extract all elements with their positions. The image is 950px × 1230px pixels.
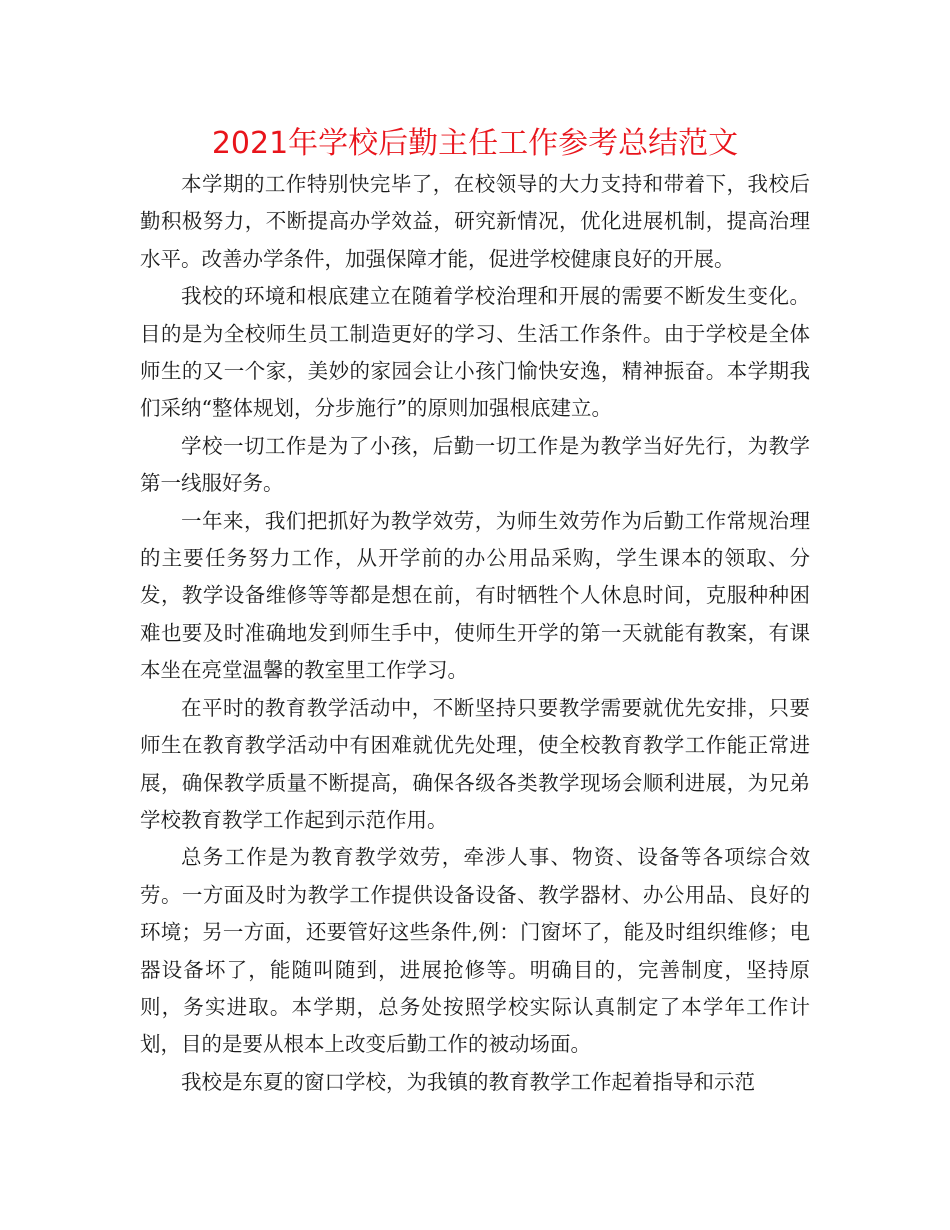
- paragraph: 一年来，我们把抓好为教学效劳，为师生效劳作为后勤工作常规治理的主要任务努力工作，从开学前的办公用品采购，学生课本的领取、分发，教学设备维修等等都是想在前，有时牺牲个人休息时间，克服种种困难也要及时准确地发到师生手中，使师生开学的第一天就能有教案，有课本坐在亮堂温馨的教室里工作学习。: [140, 508, 810, 683]
- paragraph: 在平时的教育教学活动中，不断坚持只要教学需要就优先安排，只要师生在教育教学活动中有困难就优先处理，使全校教育教学工作能正常进展，确保教学质量不断提高，确保各级各类教学现场会顺利进展，为兄弟学校教育教学工作起到示范作用。: [140, 695, 810, 832]
- paragraph: 我校的环境和根底建立在随着学校治理和开展的需要不断发生变化。目的是为全校师生员工制造更好的学习、生活工作条件。由于学校是全体师生的又一个家，美妙的家园会让小孩门愉快安逸，精神振奋。本学期我们采纳“整体规划，分步施行”的原则加强根底建立。: [140, 284, 810, 421]
- document-body: [140, 166, 810, 1101]
- paragraph: 本学期的工作特别快完毕了，在校领导的大力支持和带着下，我校后勤积极努力，不断提高办学效益，研究新情况，优化进展机制，提高治理水平。改善办学条件，加强保障才能，促进学校健康良好的开展。: [140, 172, 810, 271]
- paragraph: 学校一切工作是为了小孩，后勤一切工作是为教学当好先行，为教学第一线服好务。: [140, 433, 810, 496]
- paragraph: 总务工作是为教育教学效劳，牵涉人事、物资、设备等各项综合效劳。一方面及时为教学工作提供设备设备、教学器材、办公用品、良好的环境；另一方面，还要管好这些条件,例：门窗坏了，能及时组织维修；电器设备坏了，能随叫随到，进展抢修等。明确目的，完善制度，坚持原则，务实进取。本学期，总务处按照学校实际认真制定了本学年工作计划，目的是要从根本上改变后勤工作的被动场面。: [140, 845, 810, 1057]
- document-title: 2021年学校后勤主任工作参考总结范文: [211, 126, 739, 161]
- paragraph: 我校是东夏的窗口学校，为我镇的教育教学工作起着指导和示范: [181, 1069, 755, 1094]
